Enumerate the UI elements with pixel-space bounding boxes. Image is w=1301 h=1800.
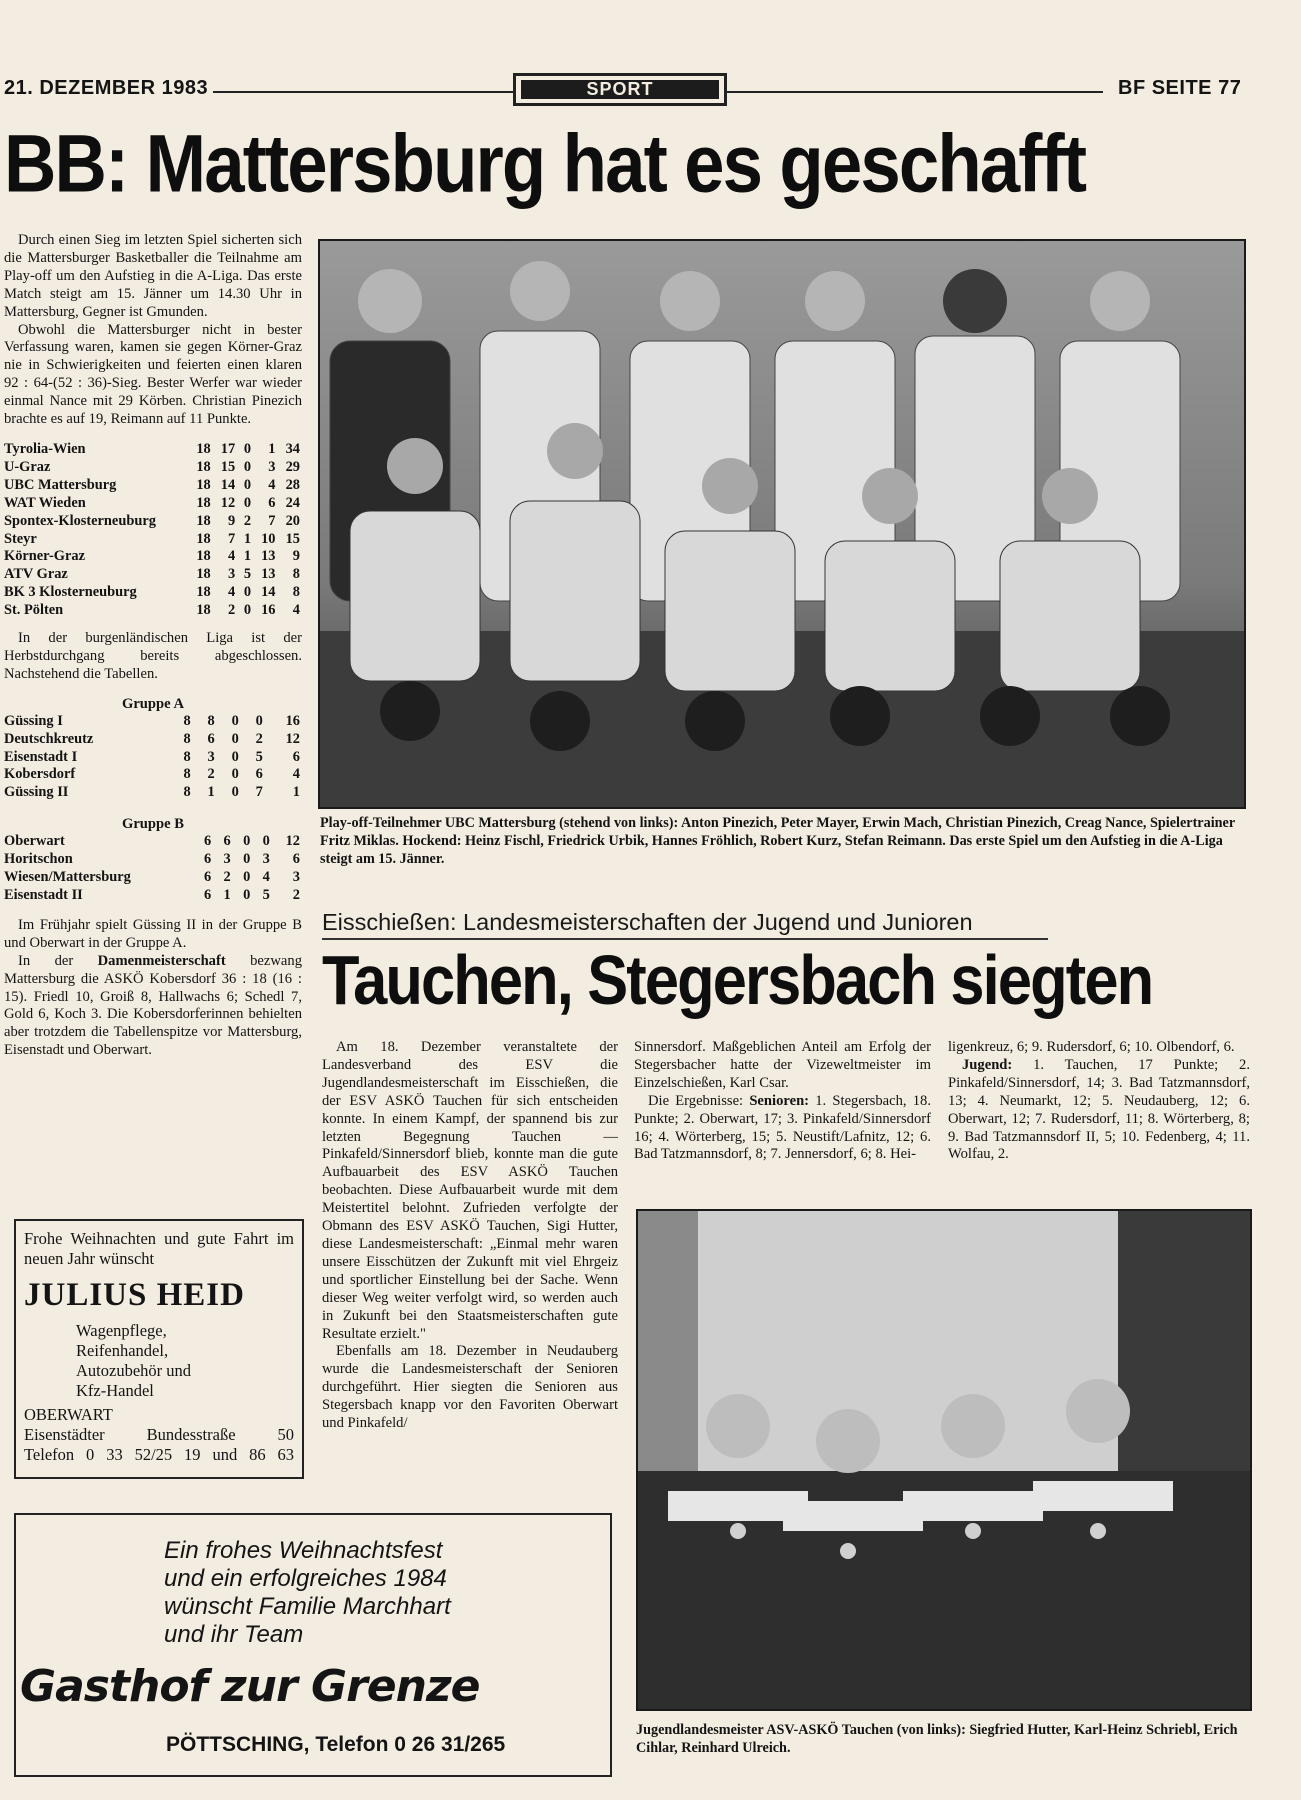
cell-team: Steyr <box>4 530 37 547</box>
ad-service-line: Kfz-Handel <box>76 1381 154 1400</box>
cell-w: 17 <box>220 440 236 457</box>
article2-column-1 <box>322 1039 618 1433</box>
standings-table <box>4 441 300 620</box>
article2-headline: Tauchen, Stegersbach siegten <box>322 941 1153 1019</box>
cell-team: St. Pölten <box>4 602 64 619</box>
cell-pts: 28 <box>285 476 300 493</box>
table-row <box>4 531 300 549</box>
issue-date: 21. DEZEMBER 1983 <box>4 77 209 99</box>
header-rule-left <box>213 91 513 93</box>
section-label: SPORT <box>521 80 719 99</box>
cell-d: 0 <box>243 851 251 868</box>
cell-w: 2 <box>223 869 231 886</box>
table-row <box>4 441 300 459</box>
cell-p: 6 <box>204 833 212 850</box>
article1-column <box>4 232 302 1060</box>
cell-team: Spontex-Klosterneuburg <box>4 512 156 529</box>
cell-p: 18 <box>196 476 211 493</box>
cell-w: 6 <box>207 730 215 747</box>
cell-p: 8 <box>183 766 191 783</box>
cell-pts: 16 <box>285 712 300 729</box>
cell-l: 3 <box>262 851 270 868</box>
table-row <box>4 566 300 584</box>
cell-team: Tyrolia-Wien <box>4 440 86 457</box>
cell-w: 9 <box>227 512 236 529</box>
table-row <box>4 887 300 905</box>
table-row <box>4 459 300 477</box>
cell-p: 6 <box>204 869 212 886</box>
article2-paragraph: Am 18. Dezember veranstaltete der Landesverband des ESV die Jugendlandesmeisterschaft im Eisschießen, die der ESV ASKÖ Tauchen für sich entscheiden konnte. In einem Kampf, der spannend bis zur letzten Begegnung Tauchen — Pinkafeld/Sinnersdorf blieb, konnte man die gute Aufbauarbeit des ESV ASKÖ Tauchen beobachten. Diese Aufbauarbeit wurde mit dem Meistertitel belohnt. Zufrieden verfolgte der Obmann des ESV ASKÖ Tauchen, Sigi Hutter, diese Landesmeisterschaft: „Einmal mehr waren unsere Eisschützen der Zukunft mit viel Ehrgeiz und sportlicher Einstellung bei der Sache. Wenn dieser Weg weiter verfolgt wird, so werden auch in Zukunft bei den Staatsmeisterschaften gute Resultate erzielt." <box>322 1039 618 1342</box>
cell-pts: 8 <box>292 584 300 601</box>
cell-d: 0 <box>243 869 251 886</box>
page-number: BF SEITE 77 <box>1118 77 1242 99</box>
cell-p: 18 <box>196 548 211 565</box>
cell-p: 18 <box>196 602 211 619</box>
ad-service-line: Reifenhandel, <box>76 1341 169 1360</box>
cell-d: 0 <box>243 494 252 511</box>
cell-l: 6 <box>268 494 276 511</box>
cell-l: 5 <box>255 748 263 765</box>
cell-l: 13 <box>261 566 276 583</box>
results-pre: Die Ergebnisse: <box>648 1092 750 1109</box>
cell-l: 6 <box>255 766 263 783</box>
cell-pts: 20 <box>285 512 300 529</box>
cell-pts: 6 <box>292 851 300 868</box>
league-intro-text: In der burgenländischen Liga ist der Herbstdurchgang bereits abgeschlossen. Nachstehend die Tabellen. <box>4 630 302 682</box>
cell-w: 2 <box>207 766 215 783</box>
ad-company-name: JULIUS HEID <box>24 1277 245 1313</box>
cell-team: Oberwart <box>4 833 65 850</box>
ad-gasthof <box>14 1513 612 1777</box>
cell-d: 0 <box>243 833 251 850</box>
header-rule-right <box>727 91 1103 93</box>
cell-w: 12 <box>220 494 236 511</box>
ad-street: Eisenstädter Bundesstraße 50 <box>24 1425 294 1444</box>
table-row <box>4 495 300 513</box>
cell-pts: 2 <box>292 887 300 903</box>
cell-p: 18 <box>196 530 211 547</box>
closing-bold: Damenmeisterschaft <box>97 952 226 969</box>
cell-pts: 6 <box>292 748 300 765</box>
cell-w: 3 <box>227 566 236 583</box>
article-headline: BB: Mattersburg hat es geschafft <box>4 117 1086 210</box>
team-photo-image <box>320 241 1244 807</box>
cell-w: 7 <box>227 530 236 547</box>
cell-p: 18 <box>196 458 211 475</box>
results-junior: 1. Tauchen, 17 Punkte; 2. Pinkafeld/Sinnersdorf, 14; 3. Bad Tatzmannsdorf, 13; 4. Neumarkt, 12; 5. Neudauberg, 12; 6. Oberwart, 12; 7. Rudersdorf, 11; 8. Wörterberg, 8; 9. Bad Tatzmannsdorf II, 5; 10. Fedenberg, 4; 11. Wolfau, 2. <box>948 1056 1250 1163</box>
table-row <box>4 548 300 566</box>
cell-p: 8 <box>183 730 191 747</box>
cell-p: 6 <box>204 851 212 868</box>
cell-w: 4 <box>227 548 236 565</box>
table-row <box>4 713 300 731</box>
cell-d: 1 <box>243 530 252 547</box>
group-b-table <box>4 833 300 905</box>
ad-service-line: Autozubehör und <box>76 1361 192 1380</box>
cell-w: 6 <box>223 833 231 850</box>
cell-p: 8 <box>183 712 191 729</box>
cell-l: 4 <box>262 869 270 886</box>
cell-p: 8 <box>183 784 191 801</box>
juniors-photo-image <box>638 1211 1250 1709</box>
table-row <box>4 851 300 869</box>
cell-w: 1 <box>223 887 231 903</box>
cell-team: Güssing II <box>4 784 69 801</box>
article2-col2-text: Sinnersdorf. Maßgeblichen Anteil am Erfolg der Stegersbacher hatte der Vizeweltmeister im Einzelschießen, Karl Csar. <box>634 1039 931 1091</box>
cell-d: 2 <box>243 512 252 529</box>
ad-contact: PÖTTSCHING, Telefon 0 26 31/265 <box>166 1733 506 1756</box>
ad-julius-heid <box>14 1219 304 1479</box>
group-a-title: Gruppe A <box>121 695 185 712</box>
cell-p: 18 <box>196 440 211 457</box>
cell-p: 8 <box>183 748 191 765</box>
cell-l: 0 <box>255 712 263 729</box>
cell-w: 3 <box>207 748 215 765</box>
ad-slogan-line: Ein frohes Weihnachtsfest <box>164 1537 443 1564</box>
cell-p: 18 <box>196 512 211 529</box>
team-photo-caption: Play-off-Teilnehmer UBC Mattersburg (stehend von links): Anton Pinezich, Peter Mayer, Erwin Mach, Christian Pinezich, Creag Nance, Spielertrainer Fritz Miklas. Hockend: Heinz Fischl, Friedrick Urbik, Hannes Fröhlich, Robert Kurz, Stefan Reimann. Das erste Spiel um den Aufstieg in die A-Liga steigt am 15. Jänner. <box>320 815 1235 867</box>
article1-paragraph: Obwohl die Mattersburger nicht in bester Verfassung waren, kamen sie gegen Körner-Graz nie in Schwierigkeiten und feierten einen klaren 92 : 64-(52 : 36)-Sieg. Bester Werfer war wieder einmal Nance mit 29 Körben. Christian Pinezich brachte es auf 19, Reimann auf 11 Punkte. <box>4 321 302 428</box>
ad-slogan-line: wünscht Familie Marchhart <box>164 1593 451 1620</box>
cell-pts: 4 <box>292 766 300 783</box>
cell-l: 2 <box>255 730 263 747</box>
cell-p: 18 <box>196 584 211 601</box>
closing-paragraph-women <box>4 953 302 1060</box>
league-intro <box>4 630 302 684</box>
cell-pts: 1 <box>292 784 300 801</box>
article1-closing <box>4 917 302 1060</box>
article1-intro <box>4 232 302 429</box>
results-junior-label: Jugend: <box>962 1056 1013 1073</box>
cell-pts: 24 <box>285 494 300 511</box>
article2-paragraph: Ebenfalls am 18. Dezember in Neudauberg wurde die Landesmeisterschaft der Senioren durchgeführt. Hier siegten die Senioren aus Stegersbach knapp vor den Favoriten Oberwart und Pinkafeld/ <box>322 1343 618 1432</box>
table-row <box>4 766 300 784</box>
cell-l: 10 <box>261 530 276 547</box>
cell-l: 13 <box>261 548 276 565</box>
cell-d: 0 <box>231 730 239 747</box>
cell-team: Wiesen/Mattersburg <box>4 869 131 886</box>
article2-column-3 <box>948 1039 1250 1164</box>
group-a-table <box>4 713 300 803</box>
closing-paragraph: Im Frühjahr spielt Güssing II in der Gruppe B und Oberwart in der Gruppe A. <box>4 916 302 951</box>
cell-l: 7 <box>268 512 276 529</box>
article2-kicker: Eisschießen: Landesmeisterschaften der Jugend und Junioren <box>322 909 973 935</box>
cell-pts: 29 <box>285 458 300 475</box>
ad-phone: Telefon 0 33 52/25 19 und 86 63 <box>24 1445 294 1464</box>
article2-results <box>634 1093 931 1165</box>
cell-team: Eisenstadt II <box>4 887 83 903</box>
cell-d: 0 <box>243 458 252 475</box>
cell-w: 14 <box>220 476 236 493</box>
ad-slogan <box>164 1537 451 1649</box>
team-photo <box>318 239 1246 809</box>
table-row <box>4 477 300 495</box>
cell-d: 5 <box>243 566 252 583</box>
ad-slogan-line: und ein erfolgreiches 1984 <box>164 1565 447 1592</box>
section-label-box <box>513 73 727 106</box>
table-row <box>4 784 300 802</box>
juniors-photo-caption: Jugendlandesmeister ASV-ASKÖ Tauchen (von links): Siegfried Hutter, Karl-Heinz Schriebl, Erich Cihlar, Reinhard Ulreich. <box>636 1722 1238 1756</box>
cell-pts: 4 <box>292 602 300 619</box>
ad-town: OBERWART <box>24 1405 113 1424</box>
cell-team: Güssing I <box>4 712 63 729</box>
table-row <box>4 584 300 602</box>
cell-team: Horitschon <box>4 851 73 868</box>
cell-l: 14 <box>261 584 276 601</box>
cell-w: 4 <box>227 584 236 601</box>
cell-team: UBC Mattersburg <box>4 476 117 493</box>
cell-team: Eisenstadt I <box>4 748 78 765</box>
cell-d: 0 <box>231 712 239 729</box>
cell-d: 0 <box>243 476 252 493</box>
ad-services <box>76 1321 294 1401</box>
closing-pre: In der <box>18 952 98 969</box>
cell-team: ATV Graz <box>4 566 68 583</box>
table-row <box>4 731 300 749</box>
cell-l: 5 <box>262 887 270 903</box>
cell-l: 3 <box>268 458 276 475</box>
cell-team: BK 3 Klosterneuburg <box>4 584 137 601</box>
cell-l: 16 <box>261 602 276 619</box>
cell-pts: 3 <box>292 869 300 886</box>
cell-d: 0 <box>231 766 239 783</box>
article1-paragraph: Durch einen Sieg im letzten Spiel sicherten sich die Mattersburger Basketballer die Teilnahme am Play-off um den Aufstieg in die A-Liga. Das erste Match steigt am 15. Jänner um 14.30 Uhr in Mattersburg, Gegner ist Gmunden. <box>4 232 302 320</box>
cell-l: 7 <box>255 784 263 801</box>
cell-l: 1 <box>268 440 276 457</box>
cell-p: 18 <box>196 566 211 583</box>
cell-team: Deutschkreutz <box>4 730 94 747</box>
cell-l: 4 <box>268 476 276 493</box>
group-b-title: Gruppe B <box>121 816 185 833</box>
cell-w: 3 <box>223 851 231 868</box>
cell-d: 0 <box>231 748 239 765</box>
ad-address <box>24 1405 294 1465</box>
cell-d: 0 <box>243 602 252 619</box>
cell-team: U-Graz <box>4 458 51 475</box>
cell-p: 18 <box>196 494 211 511</box>
cell-team: WAT Wieden <box>4 494 86 511</box>
cell-pts: 8 <box>292 566 300 583</box>
juniors-photo <box>636 1209 1252 1711</box>
cell-w: 8 <box>207 712 215 729</box>
cell-d: 0 <box>243 584 252 601</box>
cell-pts: 15 <box>285 530 300 547</box>
table-row <box>4 749 300 767</box>
closing-post: bezwang Mattersburg die ASKÖ Kobersdorf 36 : 18 (16 : 15). Friedl 10, Groiß 8, Hallwachs 6; Schedl 7, Gold 6, Koch 3. Die Kobersdorferinnen behielten aber trotzdem die Tabellenspitze vor Mattersburg, Eisenstadt und Oberwart. <box>4 952 302 1059</box>
ad-greeting: Frohe Weihnachten und gute Fahrt im neuen Jahr wünscht <box>24 1229 294 1268</box>
cell-pts: 9 <box>292 548 300 565</box>
article2-col3-text: ligenkreuz, 6; 9. Rudersdorf, 6; 10. Olbendorf, 6. <box>948 1039 1235 1055</box>
article2-column-2 <box>634 1039 931 1164</box>
cell-team: Körner-Graz <box>4 548 85 565</box>
cell-l: 0 <box>262 833 270 850</box>
cell-pts: 12 <box>285 833 300 850</box>
ad-brand-logo: Gasthof zur Grenze <box>20 1661 480 1712</box>
cell-d: 0 <box>243 440 252 457</box>
article2-junior-results <box>948 1057 1250 1164</box>
results-senior: 1. Stegersbach, 18. Punkte; 2. Oberwart, 17; 3. Pinkafeld/Sinnersdorf 16; 4. Wörterberg, 15; 5. Neustift/Lafnitz, 12; 6. Bad Tatzmannsdorf, 8; 7. Jennersdorf, 6; 8. Hei- <box>634 1092 931 1163</box>
cell-d: 0 <box>231 784 239 801</box>
cell-w: 2 <box>227 602 236 619</box>
table-row <box>4 869 300 887</box>
cell-team: Kobersdorf <box>4 766 76 783</box>
cell-d: 0 <box>243 887 251 903</box>
ad-slogan-line: und ihr Team <box>164 1621 304 1648</box>
table-row <box>4 513 300 531</box>
cell-p: 6 <box>204 887 212 903</box>
cell-w: 1 <box>207 784 215 801</box>
table-row <box>4 602 300 620</box>
results-senior-label: Senioren: <box>749 1092 810 1109</box>
cell-pts: 34 <box>285 440 300 457</box>
cell-w: 15 <box>220 458 236 475</box>
table-row <box>4 833 300 851</box>
cell-pts: 12 <box>285 730 300 747</box>
ad-service-line: Wagenpflege, <box>76 1321 167 1340</box>
cell-d: 1 <box>243 548 252 565</box>
